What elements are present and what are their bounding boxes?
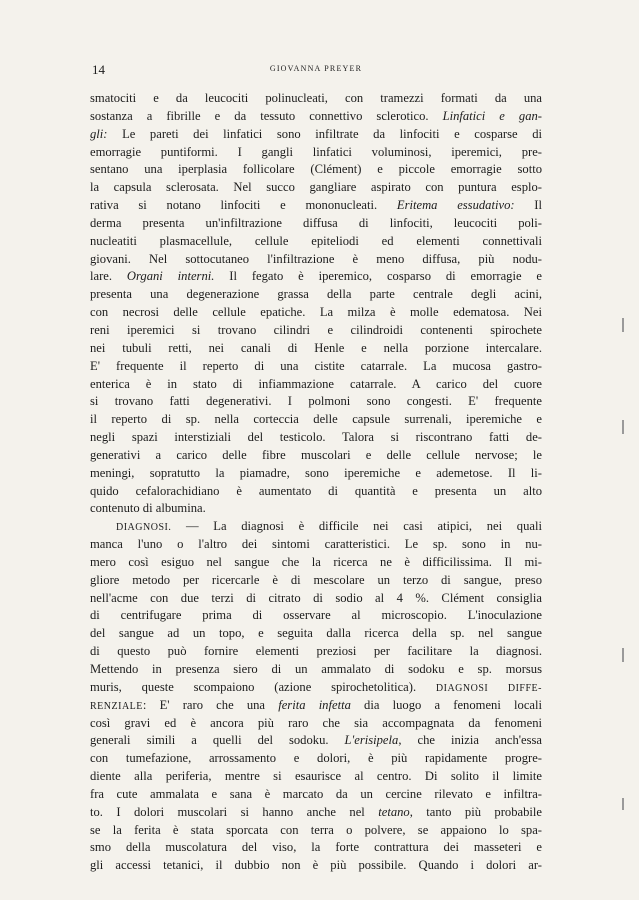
text-line [90, 607, 542, 625]
text-line [90, 161, 542, 179]
text-line [90, 358, 542, 376]
text-line [90, 590, 542, 608]
text-run: con necrosi delle cellule epatiche. La milza è molle edematosa. Nei [90, 305, 542, 320]
text-line [90, 661, 542, 679]
text-run: nucleatiti plasmacellule, cellule epiteliodi ed elementi connettivali [90, 233, 542, 248]
text-line [90, 286, 542, 304]
italic-text: tetano [378, 804, 410, 819]
text-line [90, 340, 542, 358]
text-run: la capsula sclerosata. Nel succo gangliare aspirato con puntura esplo- [90, 180, 542, 195]
italic-text: L'erisipela [344, 733, 399, 748]
text-line [90, 251, 542, 269]
text-line [90, 697, 542, 715]
italic-text: Eritema essudativo: [396, 198, 515, 213]
text-run: sentano una iperplasia follicolare (Clément) e piccole emorragie sotto [90, 162, 542, 177]
text-run: derma presenta un'infiltrazione diffusa di linfociti, leucociti poli- [90, 215, 542, 230]
text-line [90, 411, 542, 429]
text-run: reni iperemici si trovano cilindri e cilindroidi contenenti spirochete [90, 322, 542, 337]
text-run: se la ferita è stata sporcata con terra o polvere, se appaiono lo spa- [90, 822, 542, 837]
text-line [90, 215, 542, 233]
text-run: : E' raro che una [142, 697, 279, 712]
text-run: fra cute ammalata e sana è marcato da un cercine rilevato e infiltra- [90, 786, 542, 801]
text-line [90, 625, 542, 643]
text-line [90, 268, 542, 286]
text-line [90, 679, 542, 697]
italic-text: Linfatici e gan- [442, 108, 542, 123]
text-line [90, 500, 542, 518]
text-run: dia luogo a fenomeni locali [350, 697, 542, 712]
text-run: sostanza a fibrille e da tessuto connettivo sclerotico. [90, 108, 443, 123]
text-run: lare. [90, 269, 127, 284]
text-run: Mettendo in presenza siero di un ammalato di sodoku e sp. morsus [90, 662, 542, 676]
italic-text: ferita infetta [278, 697, 351, 712]
text-line [90, 536, 542, 554]
text-run: si trovano fatti degenerativi. I polmoni sono congesti. E' frequente [90, 394, 542, 409]
text-run: to. I dolori muscolari si hanno anche nel [90, 804, 379, 819]
text-run: meningi, sopratutto la piamadre, sono iperemiche e ademetose. Il li- [90, 465, 542, 480]
text-line [90, 750, 542, 768]
text-run: , che inizia anch'essa [398, 733, 542, 748]
text-line [90, 376, 542, 394]
text-run: emorragie puntiformi. I gangli linfatici voluminosi, iperemici, pre- [90, 144, 542, 159]
text-run: — La diagnosi è difficile nei casi atipici, nei quali [171, 519, 542, 534]
italic-text: Organi interni. [126, 269, 215, 284]
text-run: muris, queste scompaiono (azione spirochetolitica). [90, 679, 436, 694]
text-run: rativa si notano linfociti e mononucleati. [90, 198, 397, 213]
text-run: nell'acme con due terzi di citrato di sodio al 4 %. Clément consiglia [90, 590, 542, 605]
section-heading: DIAGNOSI. [116, 522, 172, 534]
text-run: enterica è in stato di infiammazione catarrale. A carico del cuore [90, 376, 542, 391]
text-line [90, 786, 542, 804]
text-run: manca l'uno o l'altro dei sintomi caratteristici. Le sp. sono in nu- [90, 537, 542, 552]
text-line [90, 179, 542, 197]
text-run: di centrifugare prima di osservare al microscopio. L'inoculazione [90, 608, 542, 623]
italic-text: gli: [90, 126, 108, 141]
text-run: mero così esiguo nel sangue che la ricerca ne è difficilissima. Il mi- [90, 554, 542, 569]
page-header [92, 62, 540, 78]
text-line [90, 715, 542, 733]
text-run: quido cefalorachidiano è aumentato di quantità e presenta un alto [90, 483, 542, 498]
page-number: 14 [92, 62, 105, 77]
text-line [90, 393, 542, 411]
text-line [90, 804, 542, 822]
text-run: smatociti e da leucociti polinucleati, con tramezzi formati da una [90, 91, 542, 105]
text-line [90, 732, 542, 750]
text-line [90, 322, 542, 340]
section-heading: DIAGNOSI DIFFE- [435, 682, 542, 694]
text-line [90, 857, 542, 875]
text-line [90, 126, 542, 144]
text-run: Il fegato è iperemico, cosparso di emorragie e [214, 269, 542, 284]
text-line [90, 197, 542, 215]
text-run: E' frequente il reperto di una cistite catarrale. La mucosa gastro- [90, 358, 542, 373]
body-text [90, 90, 542, 875]
text-line [90, 483, 542, 501]
margin-mark [622, 648, 624, 662]
text-line [90, 822, 542, 840]
text-run: giovani. Nel sottocutaneo l'infiltrazione è meno diffusa, più nodu- [90, 251, 542, 266]
text-line [90, 518, 542, 536]
text-line [90, 233, 542, 251]
text-run: Le pareti dei linfatici sono infiltrate da linfociti e cosparse di [107, 126, 542, 141]
text-run: gli accessi tetanici, il dubbio non è più possibile. Quando i dolori ar- [90, 858, 542, 873]
text-line [90, 108, 542, 126]
text-run: smo della muscolatura del viso, la forte contrattura dei masseteri e [90, 840, 542, 855]
text-line [90, 839, 542, 857]
text-run: con tumefazione, arrossamento e dolori, è più rapidamente progre- [90, 751, 542, 766]
text-line [90, 144, 542, 162]
text-line [90, 554, 542, 572]
text-line [90, 304, 542, 322]
text-line [90, 572, 542, 590]
text-run: negli spazi interstiziali del testicolo. Talora si riscontrano fatti de- [90, 430, 542, 445]
text-run: il reperto di sp. nella corteccia delle capsule surrenali, iperemiche e [90, 412, 542, 427]
text-run: generativi a carico delle fibre muscolari e delle cellule nervose; le [90, 447, 542, 462]
text-line [90, 643, 542, 661]
text-run: diente alla periferia, mentre si esaurisce al centro. Di solito il limite [90, 769, 542, 784]
text-run: così gravi ed è ancora più raro che sia accompagnata da fenomeni [90, 715, 542, 730]
text-run: del sangue ad un topo, e seguita dalla ricerca della sp. nel sangue [90, 626, 542, 641]
margin-mark [622, 798, 624, 810]
text-line [90, 768, 542, 786]
text-line [90, 90, 542, 108]
section-heading: RENZIALE [90, 700, 143, 712]
text-line [90, 447, 542, 465]
running-title: GIOVANNA PREYER [269, 64, 363, 73]
text-run: contenuto di albumina. [90, 501, 206, 516]
margin-mark [622, 318, 624, 332]
text-run: di questo può fornire elementi preziosi per facilitare la diagnosi. [90, 644, 542, 659]
text-run: nei tubuli retti, nei canali di Henle e nella porzione intercalare. [90, 340, 542, 355]
margin-mark [622, 420, 624, 434]
text-run: presenta una degenerazione grassa della parte centrale degli acini, [90, 287, 542, 302]
text-run: generali simili a quelli del sodoku. [90, 733, 345, 748]
text-run: Il [514, 198, 542, 213]
text-run: gliore metodo per ricercarle è di mescolare un terzo di sangue, preso [90, 572, 542, 587]
text-run: , tanto più probabile [409, 804, 542, 819]
text-line [90, 429, 542, 447]
text-line [90, 465, 542, 483]
